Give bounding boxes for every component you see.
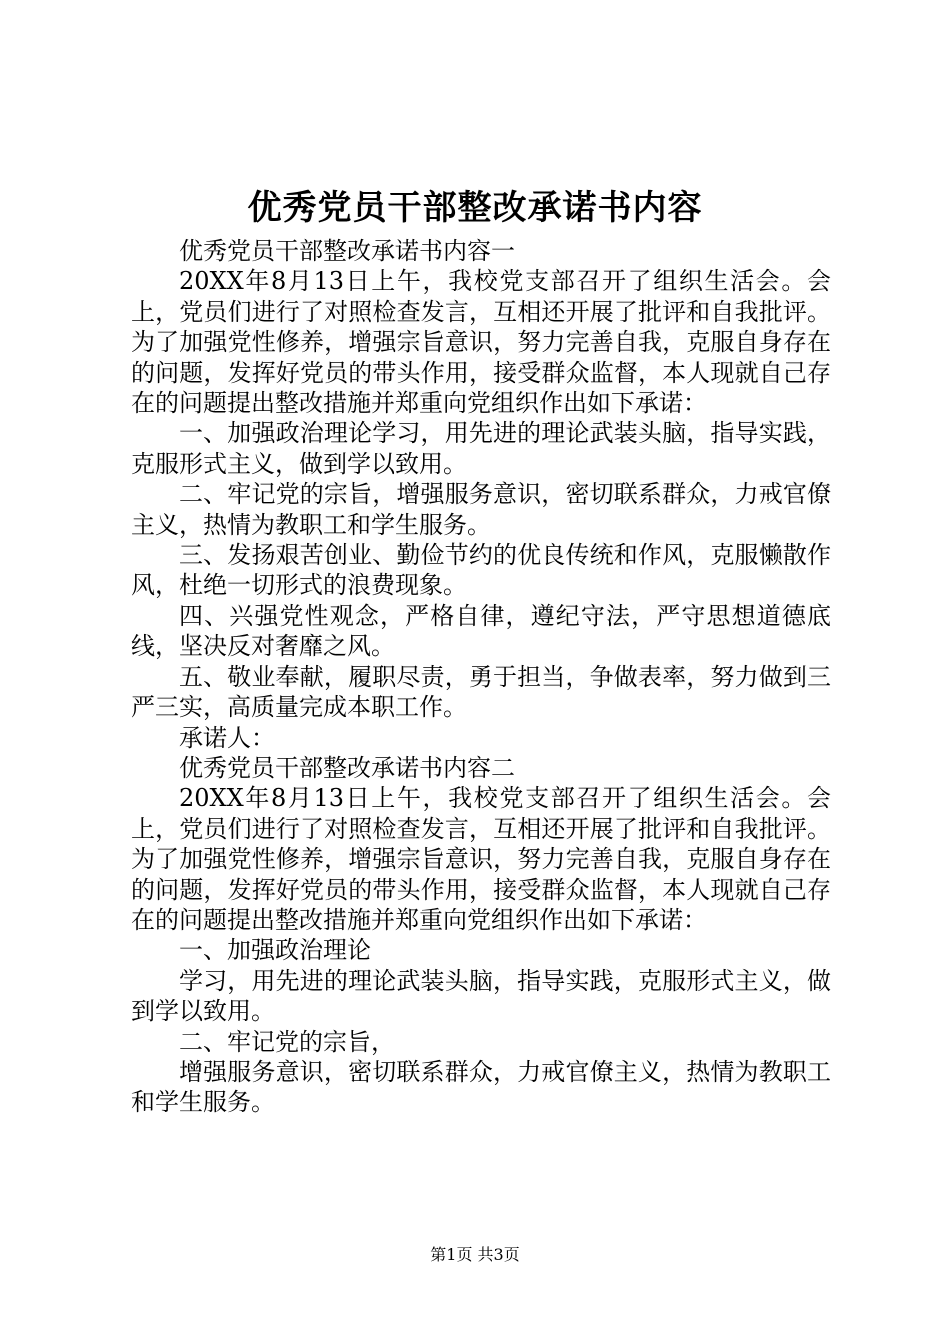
section-heading-1: 优秀党员干部整改承诺书内容一	[179, 237, 515, 265]
document-body	[131, 236, 831, 1118]
section-heading-2: 优秀党员干部整改承诺书内容二	[179, 753, 515, 782]
pledge-item-heading-1: 一、加强政治理论	[179, 936, 371, 965]
intro-paragraph-1: 20XX年8月13日上午，我校党支部召开了组织生活会。会上，党员们进行了对照检查发言，互相还开展了批评和自我批评。为了加强党性修养，增强宗旨意识，努力完善自我，克服自身存在的问题，发挥好党员的带头作用，接受群众监督，本人现就自己存在的问题提出整改措施并郑重向党组织作出如下承诺：	[131, 267, 831, 418]
pledge-item-4: 四、兴强党性观念，严格自律，遵纪守法，严守思想道德底线，坚决反对奢靡之风。	[131, 601, 831, 661]
pledge-item-3: 三、发扬艰苦创业、勤俭节约的优良传统和作风，克服懒散作风，杜绝一切形式的浪费现象。	[131, 541, 831, 600]
page-number-footer: 第1页 共3页	[430, 1245, 520, 1264]
intro-paragraph-2: 20XX年8月13日上午，我校党支部召开了组织生活会。会上，党员们进行了对照检查发言，互相还开展了批评和自我批评。为了加强党性修养，增强宗旨意识，努力完善自我，克服自身存在的问题，发挥好党员的带头作用，接受群众监督，本人现就自己存在的问题提出整改措施并郑重向党组织作出如下承诺：	[131, 784, 831, 934]
pledge-item-heading-2: 二、牢记党的宗旨，	[179, 1027, 395, 1056]
pledge-item-1: 一、加强政治理论学习，用先进的理论武装头脑，指导实践，克服形式主义，做到学以致用。	[131, 419, 831, 478]
pledge-item-2: 二、牢记党的宗旨，增强服务意识，密切联系群众，力戒官僚主义，热情为教职工和学生服务。	[131, 480, 831, 539]
signatory-label: 承诺人：	[179, 723, 275, 752]
pledge-item-body-2: 增强服务意识，密切联系群众，力戒官僚主义，热情为教职工和学生服务。	[131, 1057, 831, 1117]
document-title: 优秀党员干部整改承诺书内容	[247, 188, 703, 228]
pledge-item-5: 五、敬业奉献，履职尽责，勇于担当，争做表率，努力做到三严三实，高质量完成本职工作。	[131, 662, 831, 722]
pledge-item-body-1: 学习，用先进的理论武装头脑，指导实践，克服形式主义，做到学以致用。	[131, 966, 831, 1026]
